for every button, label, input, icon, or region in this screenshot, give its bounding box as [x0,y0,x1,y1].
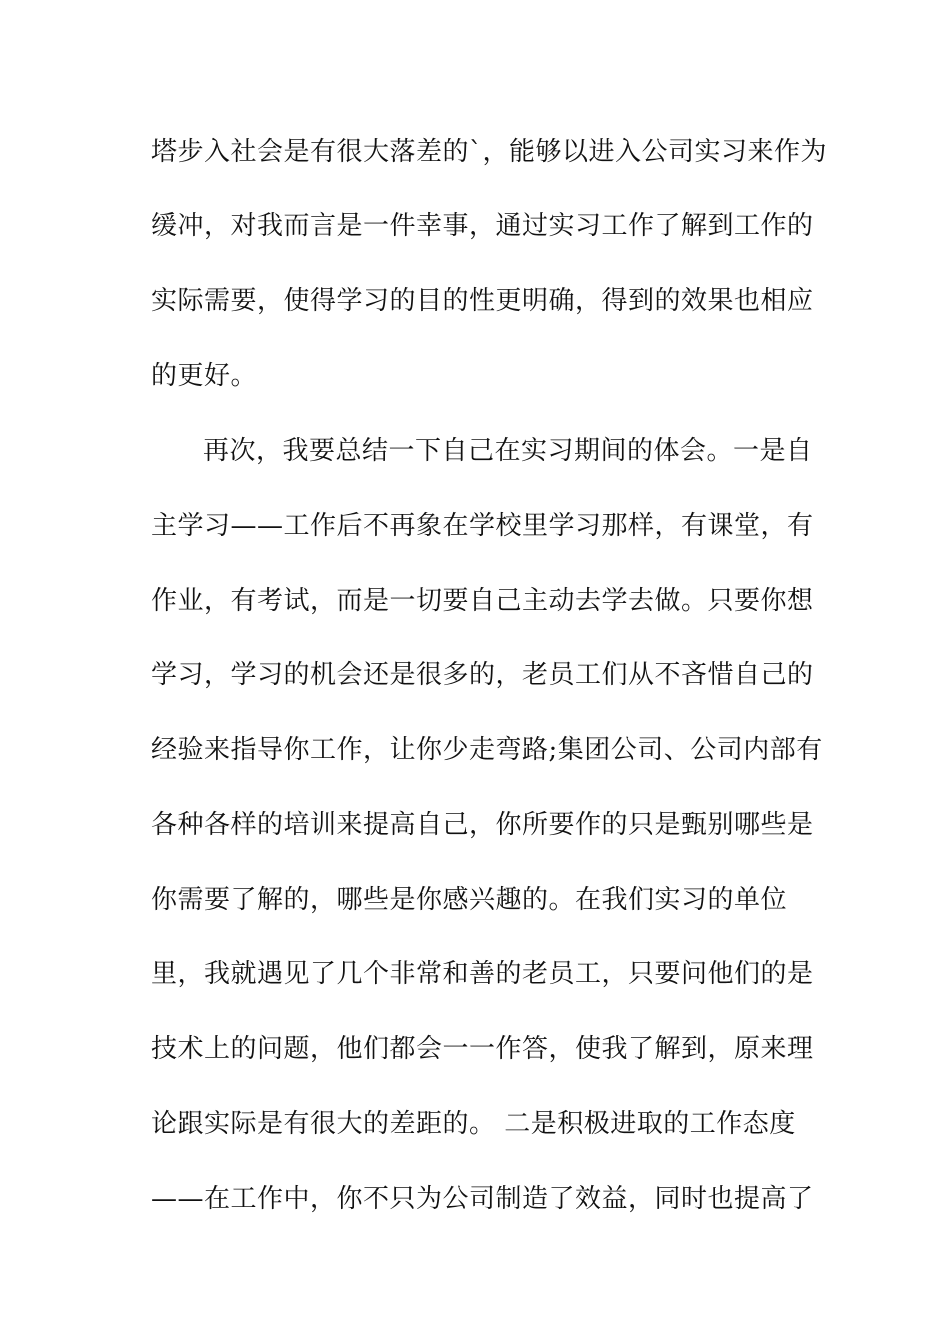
paragraph-line: 主学习——工作后不再象在学校里学习那样，有课堂，有 [151,511,814,541]
paragraph-line: 作业，有考试，而是一切要自己主动去学去做。只要你想 [151,586,814,616]
paragraph-line: 学习，学习的机会还是很多的，老员工们从不吝惜自己的 [151,660,814,690]
paragraph-line: 的更好。 [151,361,258,391]
paragraph-line: 技术上的问题，他们都会一一作答，使我了解到，原来理 [151,1034,814,1064]
paragraph-line: 缓冲，对我而言是一件幸事，通过实习工作了解到工作的 [151,211,814,241]
paragraph-line: 各种各样的培训来提高自己，你所要作的只是甄别哪些是 [151,810,814,840]
paragraph-line: 里，我就遇见了几个非常和善的老员工，只要问他们的是 [151,959,814,989]
paragraph-line: 再次，我要总结一下自己在实习期间的体会。一是自 [203,436,813,466]
paragraph-line: 论跟实际是有很大的差距的。 二是积极进取的工作态度 [151,1109,796,1139]
paragraph-line: 实际需要，使得学习的目的性更明确，得到的效果也相应 [151,286,814,316]
paragraph-line: ——在工作中，你不只为公司制造了效益，同时也提高了 [151,1184,814,1214]
paragraph-line: 塔步入社会是有很大落差的`，能够以进入公司实习来作为 [151,137,828,167]
paragraph-line: 你需要了解的，哪些是你感兴趣的。在我们实习的单位 [151,885,788,915]
paragraph-line: 经验来指导你工作，让你少走弯路;集团公司、公司内部有 [151,735,823,765]
